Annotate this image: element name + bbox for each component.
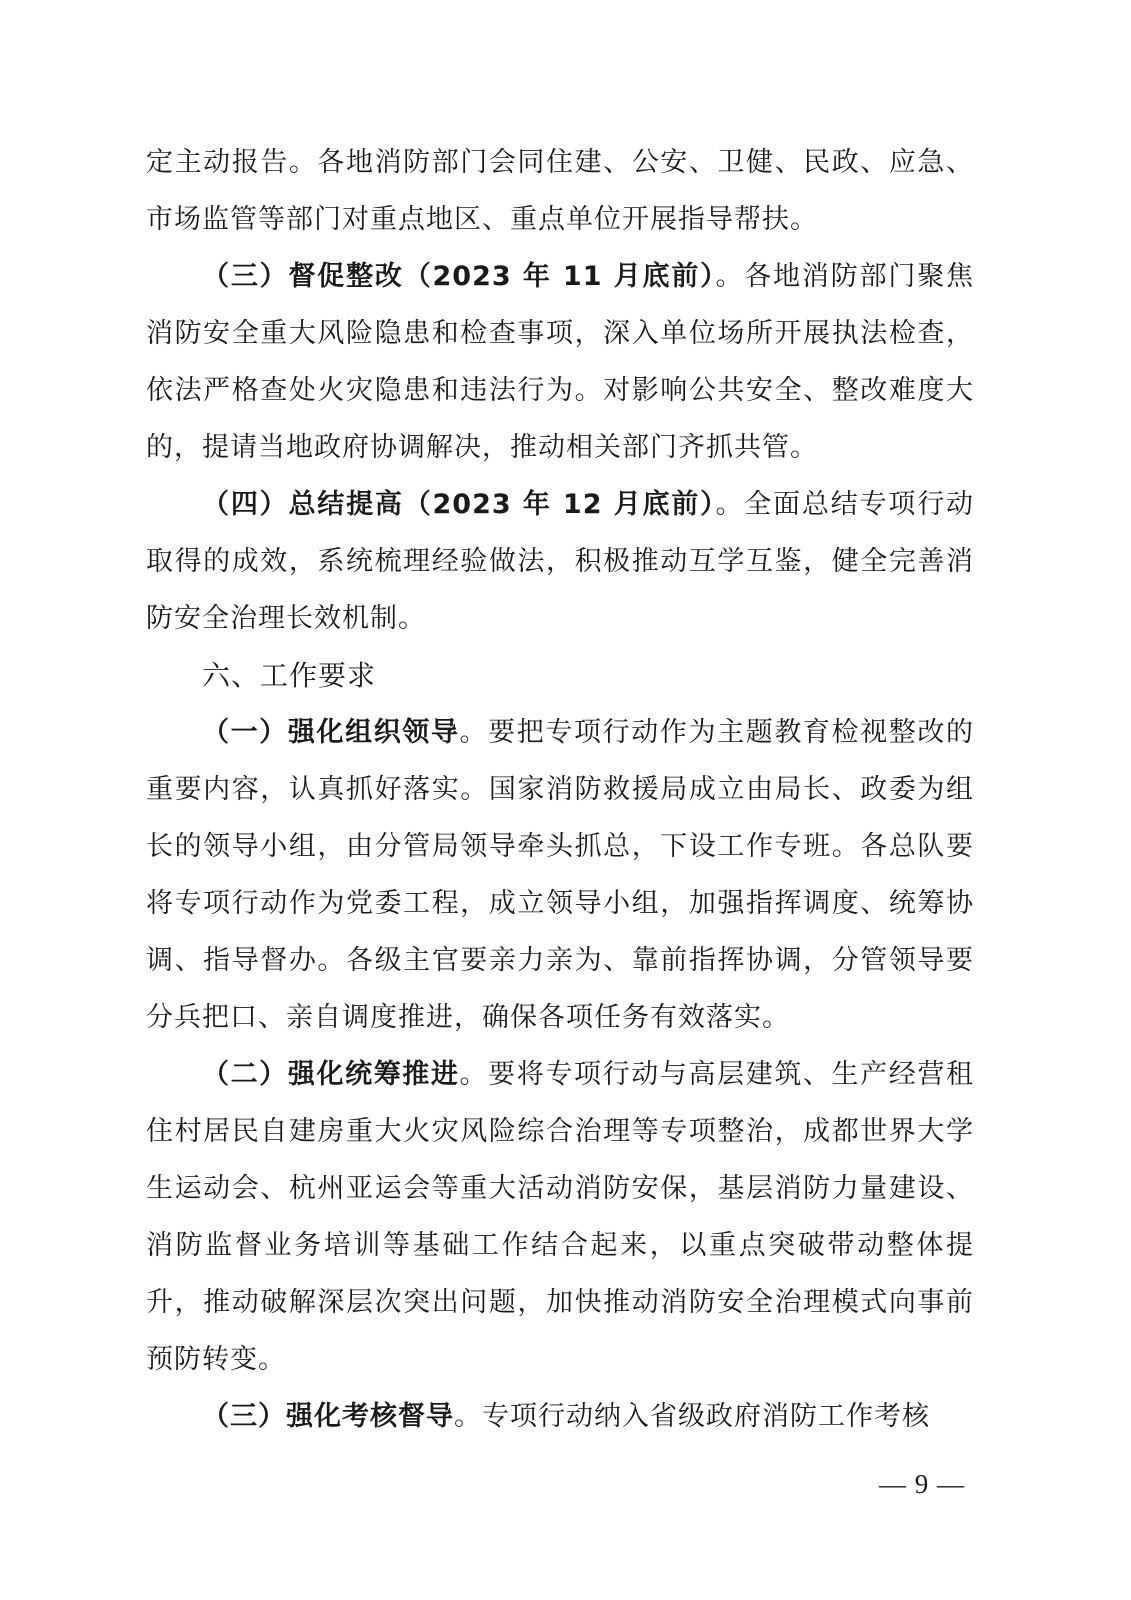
paragraph-item-3-assessment-supervision	[146, 1388, 974, 1445]
paragraph-text: 。要将专项行动与高层建筑、生产经营租住村居民自建房重大火灾风险综合治理等专项整治，成都世界大学生运动会、杭州亚运会等重大活动消防安保，基层消防力量建设、消防监督业务培训等基础工作结合起来，以重点突破带动整体提升，推动破解深层次突出问题，加快推动消防安全治理模式向事前预防转变。	[146, 1059, 975, 1375]
paragraph-text: 。专项行动纳入省级政府消防工作考核	[454, 1401, 930, 1432]
paragraph-lead: （三）强化考核督导	[202, 1401, 454, 1432]
paragraph-lead: （四）总结提高（2023 年 12 月底前）	[202, 489, 716, 520]
paragraph-text: 定主动报告。各地消防部门会同住建、公安、卫健、民政、应急、市场监管等部门对重点地区、重点单位开展指导帮扶。	[146, 147, 974, 235]
paragraph-item-1-organization-leadership	[146, 704, 974, 1046]
paragraph-item-2-coordination	[146, 1046, 974, 1388]
page-number: — 9 —	[879, 1469, 965, 1499]
paragraph-text: 。全面总结专项行动取得的成效，系统梳理经验做法，积极推动互学互鉴，健全完善消防安全治理长效机制。	[146, 489, 975, 634]
paragraph-lead: （二）强化统筹推进	[202, 1059, 460, 1090]
paragraph-text: 。各地消防部门聚焦消防安全重大风险隐患和检查事项，深入单位场所开展执法检查，依法严格查处火灾隐患和违法行为。对影响公共安全、整改难度大的，提请当地政府协调解决，推动相关部门齐抓共管。	[146, 261, 975, 463]
paragraph-lead: （三）督促整改（2023 年 11 月底前）	[202, 261, 716, 292]
paragraph-continuation	[146, 134, 974, 248]
document-body	[146, 134, 974, 1445]
paragraph-item-3-supervise-rectification	[146, 248, 974, 476]
section-heading-work-requirements: 六、工作要求	[202, 659, 377, 692]
paragraph-item-4-summarize-improve	[146, 476, 974, 647]
paragraph-text: 。要把专项行动作为主题教育检视整改的重要内容，认真抓好落实。国家消防救援局成立由局长、政委为组长的领导小组，由分管局领导牵头抓总，下设工作专班。各总队要将专项行动作为党委工程，成立领导小组，加强指挥调度、统筹协调、指导督办。各级主官要亲力亲为、靠前指挥协调，分管领导要分兵把口、亲自调度推进，确保各项任务有效落实。	[146, 717, 975, 1033]
paragraph-lead: （一）强化组织领导	[202, 717, 460, 748]
